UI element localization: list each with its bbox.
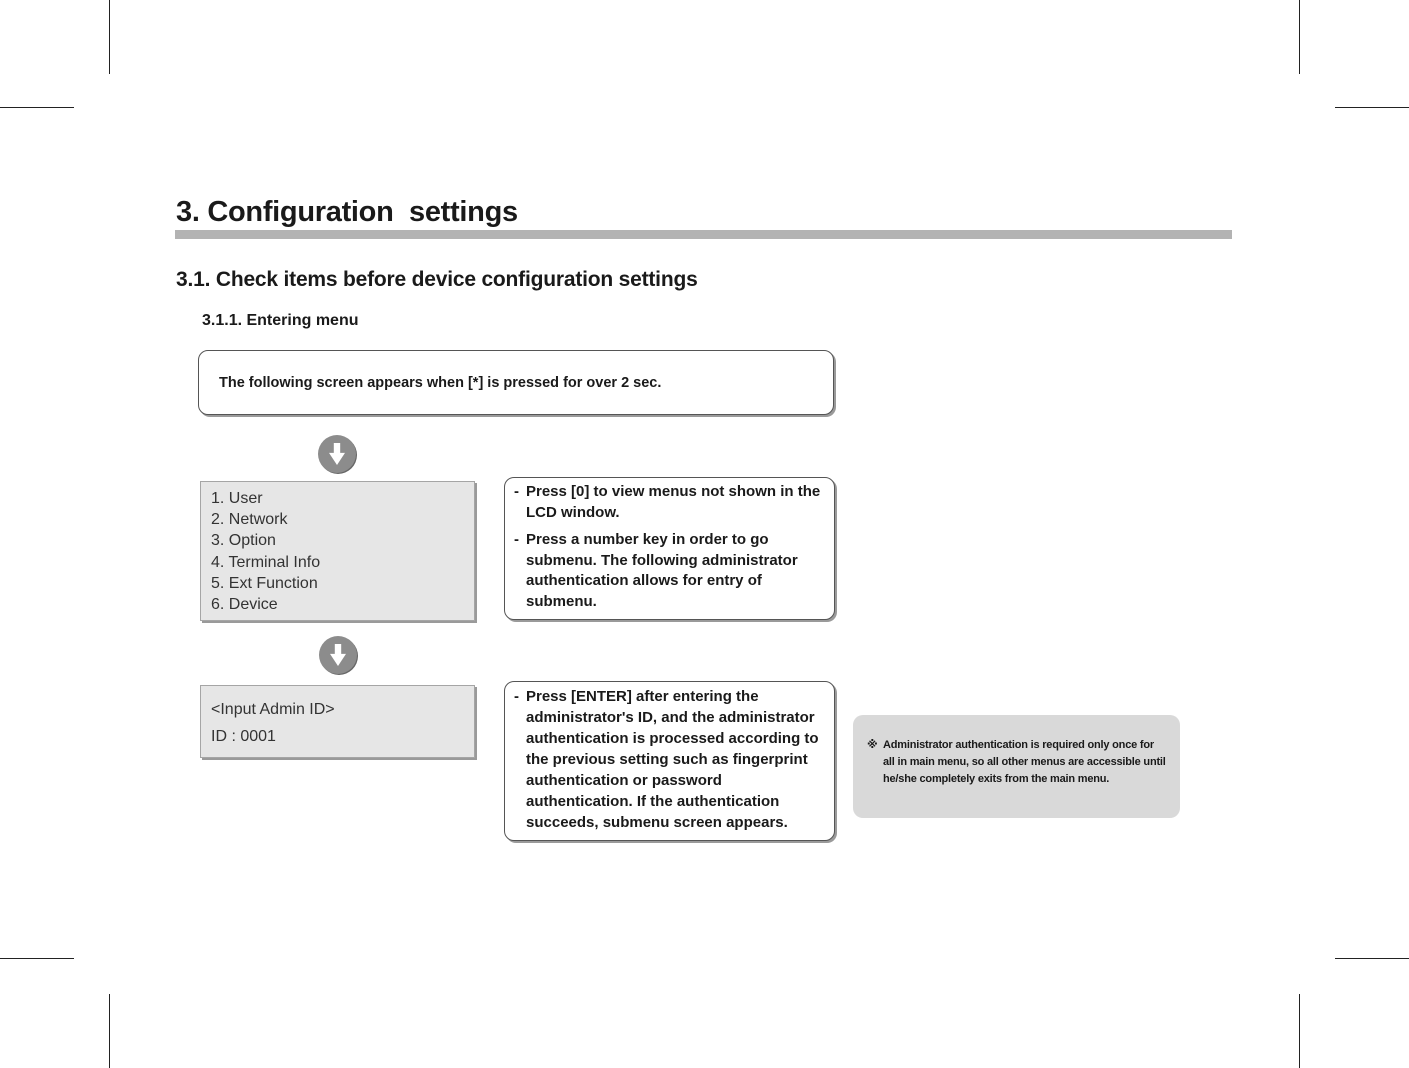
reference-mark-icon: ※ (867, 739, 878, 751)
admin-note-box (504, 681, 835, 841)
chapter-title: 3. Configuration settings (176, 196, 518, 228)
crop-mark (109, 0, 110, 74)
down-arrow-icon (319, 636, 357, 674)
crop-mark (1335, 958, 1409, 959)
crop-mark (1299, 0, 1300, 74)
lcd-menu-item: 2. Network (211, 511, 288, 529)
side-note-text: Administrator authentication is required only once for all in main menu, so all other menus are accessible until he/she completely exits from the main menu. (883, 739, 1166, 785)
crop-mark (1299, 994, 1300, 1068)
side-note (853, 715, 1180, 818)
lcd-admin-screen (200, 685, 475, 758)
lcd-menu-item: 4. Terminal Info (211, 553, 321, 571)
menu-note-paragraph: - Press a number key in order to go submenu. The following administrator authentication allows for entry of submenu. (514, 531, 798, 610)
down-arrow-icon (318, 435, 356, 473)
crop-mark (0, 958, 74, 959)
lcd-menu-item: 5. Ext Function (211, 574, 318, 592)
menu-note-box (504, 477, 835, 620)
crop-mark (0, 107, 74, 108)
subsection-title: 3.1.1. Entering menu (202, 312, 359, 329)
section-title: 3.1. Check items before device configuration settings (176, 268, 698, 291)
lcd-admin-id: ID : 0001 (211, 728, 276, 745)
intro-box (198, 350, 834, 415)
lcd-menu-item: 1. User (211, 490, 263, 507)
lcd-menu-screen (200, 481, 475, 621)
intro-text: The following screen appears when [*] is pressed for over 2 sec. (219, 375, 662, 391)
crop-mark (1335, 107, 1409, 108)
lcd-menu-item: 3. Option (211, 532, 276, 550)
menu-note-paragraph: - Press [0] to view menus not shown in the LCD window. (514, 483, 821, 521)
lcd-admin-prompt: <Input Admin ID> (211, 701, 335, 718)
chapter-rule (175, 230, 1232, 239)
admin-note-paragraph: - Press [ENTER] after entering the administrator's ID, and the administrator authentication is processed according to the previous setting such as fingerprint authentication or password authentication. If the authentication succeeds, submenu screen appears. (514, 688, 819, 831)
lcd-menu-item: 6. Device (211, 595, 278, 613)
crop-mark (109, 994, 110, 1068)
